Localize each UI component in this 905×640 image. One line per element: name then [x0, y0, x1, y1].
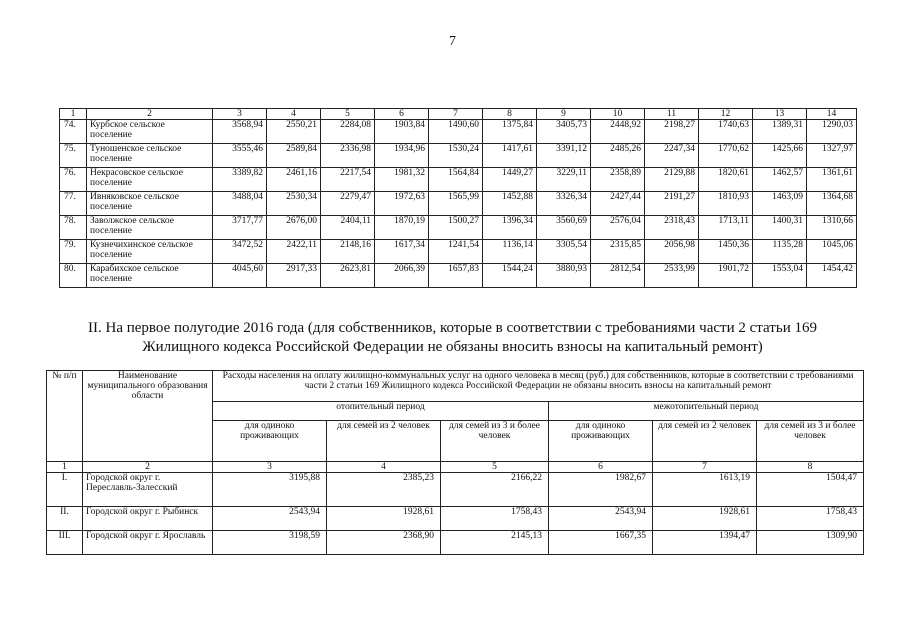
value-cell: 2543,94: [213, 507, 327, 531]
index-cell: 3: [213, 462, 327, 473]
value-cell: 2461,16: [267, 168, 321, 192]
subcolumn-header: для одиноко проживающих: [213, 421, 327, 462]
subcolumn-header: для одиноко проживающих: [549, 421, 653, 462]
value-cell: 3198,59: [213, 531, 327, 555]
value-cell: 1901,72: [699, 264, 753, 288]
value-cell: 1758,43: [441, 507, 549, 531]
municipality-name: Кузнечихинское сельское поселение: [87, 240, 213, 264]
value-cell: 2368,90: [327, 531, 441, 555]
value-cell: 3555,46: [213, 144, 267, 168]
value-cell: 1667,35: [549, 531, 653, 555]
value-cell: 2676,00: [267, 216, 321, 240]
value-cell: 3326,34: [537, 192, 591, 216]
row-index: 76.: [60, 168, 87, 192]
value-cell: 1810,93: [699, 192, 753, 216]
value-cell: 2315,85: [591, 240, 645, 264]
value-cell: 1136,14: [483, 240, 537, 264]
value-cell: 1530,24: [429, 144, 483, 168]
subcolumn-header: для семей из 2 человек: [653, 421, 757, 462]
value-cell: 1454,42: [807, 264, 857, 288]
table-row: [47, 473, 864, 507]
table-row: [47, 531, 864, 555]
value-cell: 1820,61: [699, 168, 753, 192]
table-row: [60, 168, 857, 192]
table-row: [60, 216, 857, 240]
value-cell: 1394,47: [653, 531, 757, 555]
value-cell: 1425,66: [753, 144, 807, 168]
value-cell: 2589,84: [267, 144, 321, 168]
value-cell: 1389,31: [753, 120, 807, 144]
value-cell: 1490,60: [429, 120, 483, 144]
value-cell: 2336,98: [321, 144, 375, 168]
header-cell: 14: [807, 109, 857, 120]
row-index: 78.: [60, 216, 87, 240]
value-cell: 2404,11: [321, 216, 375, 240]
value-cell: 1982,67: [549, 473, 653, 507]
table-row: [60, 264, 857, 288]
table-rates-part2: [46, 370, 864, 555]
value-cell: 3195,88: [213, 473, 327, 507]
value-cell: 1553,04: [753, 264, 807, 288]
value-cell: 1928,61: [653, 507, 757, 531]
value-cell: 3488,04: [213, 192, 267, 216]
row-index: 74.: [60, 120, 87, 144]
header-cell: 4: [267, 109, 321, 120]
value-cell: 1463,09: [753, 192, 807, 216]
index-cell: 6: [549, 462, 653, 473]
value-cell: 1981,32: [375, 168, 429, 192]
value-cell: 1564,84: [429, 168, 483, 192]
row-index: 80.: [60, 264, 87, 288]
value-cell: 2448,92: [591, 120, 645, 144]
row-index: II.: [47, 507, 83, 531]
header-cell: 12: [699, 109, 753, 120]
value-cell: 2066,39: [375, 264, 429, 288]
value-cell: 2533,99: [645, 264, 699, 288]
row-index: 75.: [60, 144, 87, 168]
value-cell: 2422,11: [267, 240, 321, 264]
value-cell: 3391,12: [537, 144, 591, 168]
municipality-name: Ивняковское сельское поселение: [87, 192, 213, 216]
value-cell: 1290,03: [807, 120, 857, 144]
value-cell: 2217,54: [321, 168, 375, 192]
municipality-name: Карабихское сельское поселение: [87, 264, 213, 288]
value-cell: 3305,54: [537, 240, 591, 264]
municipality-name: Городской округ г. Рыбинск: [83, 507, 213, 531]
header-cell: 6: [375, 109, 429, 120]
value-cell: 1452,88: [483, 192, 537, 216]
header-cell: 9: [537, 109, 591, 120]
value-cell: 2427,44: [591, 192, 645, 216]
index-cell: 2: [83, 462, 213, 473]
value-cell: 2247,34: [645, 144, 699, 168]
subcolumn-header: для семей из 3 и более человек: [441, 421, 549, 462]
index-cell: 4: [327, 462, 441, 473]
value-cell: 1241,54: [429, 240, 483, 264]
value-cell: 2623,81: [321, 264, 375, 288]
row-index: 77.: [60, 192, 87, 216]
value-cell: 1417,61: [483, 144, 537, 168]
value-cell: 1565,99: [429, 192, 483, 216]
value-cell: 2145,13: [441, 531, 549, 555]
header-cell: 11: [645, 109, 699, 120]
value-cell: 3560,69: [537, 216, 591, 240]
municipality-name: Некрасовское сельское поселение: [87, 168, 213, 192]
municipality-name: Заволжское сельское поселение: [87, 216, 213, 240]
value-cell: 1544,24: [483, 264, 537, 288]
header-number: № п/п: [47, 371, 83, 462]
municipality-name: Туношенское сельское поселение: [87, 144, 213, 168]
table-row: [60, 192, 857, 216]
value-cell: 1327,97: [807, 144, 857, 168]
value-cell: 1770,62: [699, 144, 753, 168]
value-cell: 2056,98: [645, 240, 699, 264]
header-cell: 3: [213, 109, 267, 120]
header-cell: 2: [87, 109, 213, 120]
value-cell: 1934,96: [375, 144, 429, 168]
value-cell: 1396,34: [483, 216, 537, 240]
value-cell: 1504,47: [757, 473, 864, 507]
value-cell: 2129,88: [645, 168, 699, 192]
value-cell: 4045,60: [213, 264, 267, 288]
value-cell: 1713,11: [699, 216, 753, 240]
header-cell: 1: [60, 109, 87, 120]
value-cell: 2530,34: [267, 192, 321, 216]
header-nonheating-period: межотопительный период: [549, 402, 864, 421]
value-cell: 2358,89: [591, 168, 645, 192]
municipality-name: Курбское сельское поселение: [87, 120, 213, 144]
value-cell: 2318,43: [645, 216, 699, 240]
table-row: [60, 240, 857, 264]
value-cell: 1450,36: [699, 240, 753, 264]
value-cell: 1045,06: [807, 240, 857, 264]
header-cell: 7: [429, 109, 483, 120]
value-cell: 2279,47: [321, 192, 375, 216]
header-cell: 13: [753, 109, 807, 120]
index-cell: 1: [47, 462, 83, 473]
header-heating-period: отопительный период: [213, 402, 549, 421]
municipality-name: Городской округ г. Переславль-Залесский: [83, 473, 213, 507]
value-cell: 3229,11: [537, 168, 591, 192]
value-cell: 1309,90: [757, 531, 864, 555]
value-cell: 2385,23: [327, 473, 441, 507]
index-cell: 5: [441, 462, 549, 473]
value-cell: 1657,83: [429, 264, 483, 288]
table-row: [60, 120, 857, 144]
table-index-row: [47, 462, 864, 473]
value-cell: 2148,16: [321, 240, 375, 264]
section-heading: II. На первое полугодие 2016 года (для собственников, которые в соответствии с требованиями части 2 статьи 169 Жилищного кодекса Российской Федерации не обязаны вносить взносы на капитальный ремонт): [88, 320, 817, 355]
value-cell: 1400,31: [753, 216, 807, 240]
value-cell: 1310,66: [807, 216, 857, 240]
value-cell: 1361,61: [807, 168, 857, 192]
value-cell: 2284,08: [321, 120, 375, 144]
row-index: I.: [47, 473, 83, 507]
row-index: 79.: [60, 240, 87, 264]
value-cell: 2576,04: [591, 216, 645, 240]
value-cell: 3472,52: [213, 240, 267, 264]
value-cell: 1870,19: [375, 216, 429, 240]
value-cell: 1462,57: [753, 168, 807, 192]
value-cell: 1928,61: [327, 507, 441, 531]
value-cell: 1972,63: [375, 192, 429, 216]
value-cell: 1364,68: [807, 192, 857, 216]
header-cell: 10: [591, 109, 645, 120]
header-cell: 8: [483, 109, 537, 120]
value-cell: 1375,84: [483, 120, 537, 144]
index-cell: 7: [653, 462, 757, 473]
value-cell: 2543,94: [549, 507, 653, 531]
value-cell: 1617,34: [375, 240, 429, 264]
header-expenses-group: Расходы населения на оплату жилищно-коммунальных услуг на одного человека в месяц (руб.) для собственников, которые в соответствии с требованиями части 2 статьи 169 Жилищного кодекса Российской Федерации не обязаны вносить взносы на капитальный ремонт: [213, 371, 864, 402]
value-cell: 3880,93: [537, 264, 591, 288]
value-cell: 3717,77: [213, 216, 267, 240]
value-cell: 1500,27: [429, 216, 483, 240]
value-cell: 3568,94: [213, 120, 267, 144]
page-number: 7: [449, 34, 456, 49]
value-cell: 1758,43: [757, 507, 864, 531]
table-header-row: [60, 109, 857, 120]
value-cell: 3405,73: [537, 120, 591, 144]
header-cell: 5: [321, 109, 375, 120]
table-row: [60, 144, 857, 168]
value-cell: 1740,63: [699, 120, 753, 144]
header-municipality: Наименование муниципального образования области: [83, 371, 213, 462]
value-cell: 1613,19: [653, 473, 757, 507]
table-rates-part1: [59, 108, 857, 288]
value-cell: 1449,27: [483, 168, 537, 192]
index-cell: 8: [757, 462, 864, 473]
value-cell: 2198,27: [645, 120, 699, 144]
value-cell: 2166,22: [441, 473, 549, 507]
municipality-name: Городской округ г. Ярославль: [83, 531, 213, 555]
subcolumn-header: для семей из 2 человек: [327, 421, 441, 462]
row-index: III.: [47, 531, 83, 555]
value-cell: 2812,54: [591, 264, 645, 288]
subcolumn-header: для семей из 3 и более человек: [757, 421, 864, 462]
table-row: [47, 507, 864, 531]
value-cell: 2191,27: [645, 192, 699, 216]
value-cell: 2550,21: [267, 120, 321, 144]
value-cell: 2485,26: [591, 144, 645, 168]
value-cell: 1903,84: [375, 120, 429, 144]
value-cell: 1135,28: [753, 240, 807, 264]
value-cell: 3389,82: [213, 168, 267, 192]
value-cell: 2917,33: [267, 264, 321, 288]
